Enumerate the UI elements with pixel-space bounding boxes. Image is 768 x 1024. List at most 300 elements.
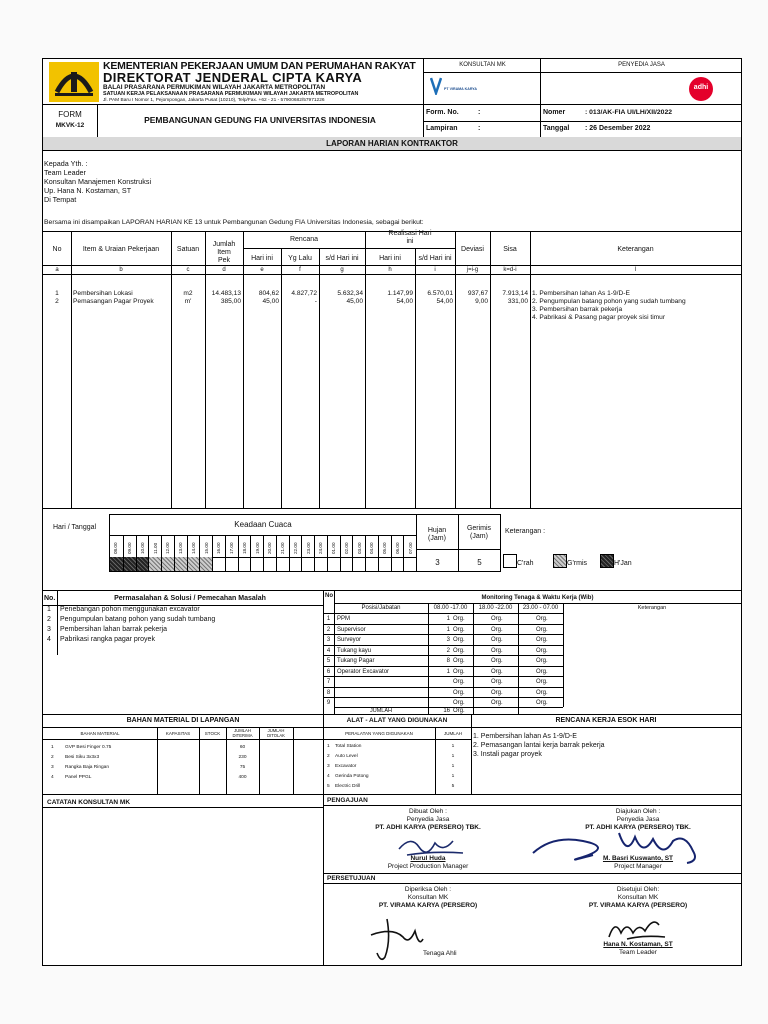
material-received: 230	[238, 755, 247, 760]
materials-table	[43, 715, 323, 795]
col-jumlah: Jumlah Item Pek	[212, 241, 236, 265]
hari-tanggal-label: Hari / Tanggal	[53, 524, 97, 531]
weather-hour-label: 11.00	[152, 542, 158, 554]
weather-hour-label: 14.00	[190, 542, 196, 554]
hujan-label: Hujan (Jam)	[427, 527, 447, 543]
manpower-no: 9	[326, 700, 331, 706]
material-no: 4	[51, 775, 54, 780]
form-row	[43, 105, 741, 138]
manpower-unit: Org.	[491, 647, 503, 654]
manpower-unit: Org.	[536, 700, 548, 706]
weather-hour-fill	[136, 557, 149, 571]
manpower-unit: Org.	[491, 658, 503, 664]
problem-row	[43, 605, 323, 615]
dibuat-name: Nurul Huda	[410, 855, 446, 862]
weather-hour-label: 18.00	[241, 542, 247, 554]
tool-qty: 1	[451, 744, 455, 749]
manpower-row	[323, 655, 563, 666]
diperiksa-role: Konsultan MK	[407, 894, 449, 901]
manpower-position: Surveyor	[337, 637, 362, 643]
materials-header: KAPASITAS	[165, 731, 191, 736]
approval-section	[43, 794, 741, 966]
manpower-unit: Org.	[453, 700, 465, 706]
manpower-count: 1	[446, 626, 450, 633]
problem-row	[43, 635, 323, 645]
problems-title: Permasalahan & Solusi / Pemecahan Masalah	[114, 595, 266, 602]
col-deviasi: Deviasi	[461, 246, 484, 253]
manpower-no: 5	[326, 658, 331, 664]
col-item: Item & Uraian Pekerjaan	[82, 246, 160, 253]
manpower-count: 1	[446, 668, 450, 675]
disetujui-role: Konsultan MK	[617, 894, 659, 901]
manpower-row	[323, 634, 563, 645]
gerimis-label: Gerimis (Jam)	[466, 525, 492, 541]
weather-hour-cell	[212, 535, 225, 557]
weather-hour-cell	[199, 535, 212, 557]
nomer-label: Nomer	[543, 109, 566, 116]
tool-name: Excavator	[335, 764, 357, 769]
materials-header: JUMLAH DITERIMA	[232, 728, 253, 738]
form-no-label: Form. No.	[426, 109, 459, 116]
manpower-count: 8	[446, 658, 450, 664]
penyedia-box	[540, 59, 742, 105]
manpower-unit: Org.	[491, 700, 503, 706]
problem-no: 4	[47, 636, 51, 643]
konsultan-label: KONSULTAN MK	[459, 62, 506, 68]
weather-hour-label: 08.00	[113, 542, 119, 554]
manpower-no-label: No	[325, 593, 333, 599]
address-line: Di Tempat	[44, 195, 77, 204]
material-name: Besi Siku 3x3x3	[65, 755, 100, 760]
weather-hour-label: 22.00	[292, 542, 298, 554]
col-letter: c	[186, 267, 190, 273]
signature-hana	[603, 913, 683, 943]
weather-hour-label: 09.00	[127, 542, 133, 554]
weather-hour-label: 20.00	[267, 542, 273, 554]
plan-list	[473, 732, 605, 759]
weather-hour-fill	[391, 557, 404, 571]
balai-name: BALAI PRASARANA PERMUKIMAN WILAYAH JAKARTA METROPOLITAN	[103, 84, 326, 91]
col-letter: f	[299, 267, 301, 273]
weather-hour-fill	[352, 557, 365, 571]
nomer-value: : 013/AK-FIA UI/LH/XII/2022	[585, 109, 672, 116]
tool-qty: 1	[451, 774, 455, 779]
persetujuan-label: PERSETUJUAN	[327, 875, 376, 882]
col-letter: d	[222, 267, 226, 273]
manpower-no: 4	[326, 647, 331, 654]
manpower-row	[323, 666, 563, 677]
weather-hour-fill	[199, 557, 212, 571]
dibuat-label: Dibuat Oleh :	[409, 808, 447, 815]
gerimis-box	[459, 514, 501, 572]
disetujui-title: Team Leader	[619, 949, 657, 956]
weather-hour-fill	[110, 557, 123, 571]
problem-row	[43, 615, 323, 625]
manpower-unit: Org.	[453, 689, 465, 696]
jumlah-label: JUMLAH	[369, 708, 392, 714]
table-row: 1 Pembersihan Lokasi m2 14.483,13 804,62 4.827,72 5.632,34 1.147,99 6.570,01 937,67 7.913,14	[55, 290, 528, 297]
posisi-label: Posisi/Jabatan	[361, 605, 401, 611]
material-no: 2	[51, 755, 54, 760]
tool-name: Gerinda Potong	[335, 774, 369, 779]
col-keterangan: Keterangan	[617, 246, 654, 253]
weather-hour-fill	[263, 557, 276, 571]
weather-hour-cell	[174, 535, 187, 557]
weather-hour-cell	[123, 535, 136, 557]
tool-no: 1	[327, 744, 330, 749]
plan-item: 2. Pemasangan lantai kerja barrak pekerja	[473, 742, 605, 749]
keterangan-item: 3. Pembersihan barrak pekerja	[532, 306, 623, 313]
penyedia-label: PENYEDIA JASA	[618, 62, 665, 68]
weather-title: Keadaan Cuaca	[234, 520, 292, 529]
tool-row	[323, 742, 471, 752]
problem-text: Penebangan pohon menggunakan excavator	[60, 606, 200, 613]
manpower-no: 3	[326, 637, 331, 643]
problem-row	[43, 625, 323, 635]
problem-no: 2	[47, 616, 51, 623]
weather-hour-fill	[403, 557, 416, 571]
material-name: Panel PPGL	[65, 775, 92, 780]
col-letter: k=d-i	[503, 267, 517, 273]
virama-logo-text: PT VIRAMA KARYA	[444, 87, 477, 91]
manpower-row	[323, 613, 563, 624]
manpower-count: 1	[446, 616, 450, 622]
diajukan-role: Penyedia Jasa	[616, 816, 660, 823]
material-row	[43, 743, 323, 753]
weather-hour-fill	[123, 557, 136, 571]
col-letter: i	[434, 267, 436, 273]
form-no-value: :	[478, 109, 481, 116]
tool-no: 2	[327, 754, 330, 759]
col-realisasi-sd: s/d Hari ini	[418, 255, 452, 262]
col-rencana-hari-ini: Hari ini	[251, 255, 273, 262]
weather-hour-fill	[161, 557, 174, 571]
plan-box	[471, 715, 741, 795]
lampiran-label: Lampiran	[426, 125, 458, 132]
ministry-address: Jl. PAM Baru I Nomor 1, Pejompongan, Jakarta Pusat (10210), Telp/Fax. +62 - 21 - 57900682/57971226	[103, 98, 325, 103]
col-sisa: Sisa	[503, 246, 517, 253]
tool-row	[323, 772, 471, 782]
shift-1: 08.00 -17.00	[433, 605, 468, 611]
address-line: Team Leader	[44, 168, 86, 177]
manpower-unit: Org.	[491, 626, 503, 633]
manpower-unit: Org.	[453, 658, 465, 664]
hujan-box	[417, 514, 459, 572]
weather-hour-cell	[238, 535, 251, 557]
col-yg-lalu: Yg Lalu	[288, 255, 312, 262]
col-letter: j=i-g	[466, 267, 479, 273]
materials-header: BAHAN MATERIAL	[80, 731, 120, 736]
project-title: PEMBANGUNAN GEDUNG FIA UNIVERSITAS INDONESIA	[144, 115, 376, 125]
tanggal-label: Tanggal	[543, 125, 570, 132]
weather-hours	[110, 535, 416, 557]
weather-hour-fill	[225, 557, 238, 571]
manpower-unit: Org.	[453, 647, 465, 654]
weather-hour-fill	[314, 557, 327, 571]
weather-hour-cell	[250, 535, 263, 557]
tool-no: 5	[327, 784, 330, 789]
weather-hour-cell	[352, 535, 365, 557]
weather-hour-label: 16.00	[216, 542, 222, 554]
manpower-unit: Org.	[491, 616, 503, 622]
manpower-no: 1	[326, 616, 331, 622]
manpower-position: Operator Excavator	[337, 668, 390, 675]
col-letter: b	[119, 267, 123, 273]
diajukan-title: Project Manager	[614, 863, 662, 870]
keterangan-item: 4. Pabrikasi & Pasang pagar proyek sisi timur	[532, 314, 666, 321]
col-realisasi: Realisasi Hari ini	[388, 230, 432, 246]
report-title: LAPORAN HARIAN KONTRAKTOR	[43, 137, 741, 151]
keterangan-item: 2. Pengumpulan batang pohon yang sudah tumbang	[532, 298, 686, 305]
manpower-unit: Org.	[491, 637, 503, 643]
address-block	[44, 159, 151, 204]
manpower-unit: Org.	[536, 637, 548, 643]
weather-hour-fill	[340, 557, 353, 571]
dibuat-company: PT. ADHI KARYA (PERSERO) TBK.	[375, 824, 481, 831]
diperiksa-block	[343, 886, 513, 910]
manpower-row	[323, 697, 563, 708]
weather-hour-label: 24.00	[318, 542, 324, 554]
tools-title: ALAT - ALAT YANG DIGUNAKAN	[346, 717, 448, 724]
manpower-position: Supervisor	[337, 626, 366, 633]
manpower-table	[323, 591, 741, 715]
manpower-unit: Org.	[536, 626, 548, 633]
weather-hour-cell	[110, 535, 123, 557]
manpower-unit: Org.	[453, 668, 465, 675]
address-line: Kepada Yth. :	[44, 159, 88, 168]
weather-hour-cell	[391, 535, 404, 557]
material-received: 400	[238, 775, 247, 780]
form-code-box	[43, 105, 98, 137]
weather-hour-fill	[327, 557, 340, 571]
problems-no-label: No.	[44, 595, 56, 602]
pu-logo	[49, 62, 99, 102]
dibuat-block	[343, 808, 513, 832]
manpower-no: 6	[326, 668, 331, 675]
material-name: Rangka Baja Ringan	[65, 765, 110, 770]
col-letter: l	[634, 267, 637, 273]
diperiksa-company: PT. VIRAMA KARYA (PERSERO)	[378, 902, 478, 909]
weather-hour-cell	[365, 535, 378, 557]
weather-hour-label: 07.00	[407, 542, 413, 554]
manpower-position: Tukang kayu	[337, 647, 372, 654]
weather-hour-fill	[378, 557, 391, 571]
material-no: 1	[51, 745, 54, 750]
problems-manpower	[43, 590, 741, 715]
manpower-unit: Org.	[536, 689, 548, 696]
manpower-no: 8	[326, 689, 331, 696]
tools-header: JUMLAH	[443, 731, 462, 736]
weather-hour-cell	[161, 535, 174, 557]
weather-hour-fill	[365, 557, 378, 571]
manpower-row	[323, 645, 563, 656]
pengajuan-label: PENGAJUAN	[327, 797, 368, 804]
diajukan-label: Diajukan Oleh :	[615, 808, 661, 815]
materials-header: JUMLAH DITOLAK	[267, 728, 285, 738]
tool-row	[323, 752, 471, 762]
manpower-position: Tukang Pagar	[337, 658, 375, 664]
weather-hour-cell	[289, 535, 302, 557]
weather-fill-row	[110, 557, 416, 571]
address-line: Up. Hana N. Kostaman, ST	[44, 186, 132, 195]
weather-hour-label: 02.00	[343, 542, 349, 554]
legend-cerah: C'rah	[517, 560, 534, 567]
manpower-unit: Org.	[491, 668, 503, 675]
legend-cerah-swatch	[503, 554, 517, 568]
shift-3: 23.00 - 07.00	[522, 605, 559, 611]
manpower-no: 7	[326, 679, 331, 685]
satuan-name: SATUAN KERJA PELAKSANAAN PRASARANA PERMUKIMAN WILAYAH JAKARTA METROPOLITAN	[103, 91, 359, 97]
manpower-row	[323, 676, 563, 687]
legend-hujan-swatch	[600, 554, 614, 568]
weather-hour-cell	[340, 535, 353, 557]
weather-hour-label: 03.00	[356, 542, 362, 554]
tool-no: 4	[327, 774, 330, 779]
weather-hour-cell	[276, 535, 289, 557]
manpower-unit: Org.	[453, 679, 465, 685]
weather-section	[43, 514, 741, 572]
problem-text: Pembersihan lahan barrak pekerja	[60, 626, 168, 633]
manpower-count: 3	[446, 637, 450, 643]
hujan-value: 3	[435, 558, 440, 567]
problem-no: 1	[47, 606, 51, 613]
material-received: 60	[239, 745, 246, 750]
problem-text: Pengumpulan batang pohon yang sudah tumbang	[60, 616, 216, 623]
manpower-unit: Org.	[491, 689, 503, 696]
col-letter: g	[340, 267, 344, 273]
weather-hour-fill	[187, 557, 200, 571]
legend-hujan: H'Jan	[614, 560, 632, 567]
weather-hour-cell	[187, 535, 200, 557]
material-row	[43, 773, 323, 783]
problems-table	[43, 591, 323, 715]
dibuat-role: Penyedia Jasa	[406, 816, 450, 823]
weather-hour-fill	[212, 557, 225, 571]
manpower-keterangan-label: Keterangan	[637, 605, 667, 611]
work-keterangan	[532, 290, 686, 322]
tool-name: Auto Level	[335, 754, 358, 759]
legend-gerimis-swatch	[553, 554, 567, 568]
manpower-title: Monitoring Tenaga & Waktu Kerja (Wib)	[481, 595, 594, 601]
lampiran-value: :	[478, 125, 481, 132]
diperiksa-title: Tenaga Ahli	[423, 950, 457, 957]
tools-table	[323, 715, 471, 795]
weather-hour-cell	[378, 535, 391, 557]
weather-hour-cell	[148, 535, 161, 557]
resources-section	[43, 714, 741, 795]
disetujui-label: Disetujui Oleh:	[616, 886, 660, 893]
disetujui-name: Hana N. Kostaman, ST	[603, 941, 673, 948]
material-row	[43, 753, 323, 763]
shift-2: 18.00 -22.00	[478, 605, 513, 611]
konsultan-box	[423, 59, 541, 105]
diperiksa-label: Diperiksa Oleh :	[404, 886, 452, 893]
form-code: MKVK-12	[55, 122, 85, 129]
directorate-name: DIREKTORAT JENDERAL CIPTA KARYA	[103, 70, 363, 85]
plan-title: RENCANA KERJA ESOK HARI	[555, 717, 657, 724]
disetujui-company: PT. VIRAMA KARYA (PERSERO)	[588, 902, 688, 909]
plan-item: 3. Instali pagar proyek	[473, 751, 542, 758]
report-page	[42, 58, 742, 966]
weather-hour-fill	[148, 557, 161, 571]
table-row: 2 Pemasangan Pagar Proyek m' 385,00 45,00 - 45,00 54,00 54,00 9,00 331,00	[55, 298, 528, 305]
gerimis-value: 5	[477, 558, 482, 567]
manpower-unit: Org.	[453, 626, 465, 633]
manpower-no: 2	[326, 626, 331, 633]
weather-hour-label: 15.00	[203, 542, 209, 554]
weather-hour-cell	[136, 535, 149, 557]
manpower-unit: Org.	[536, 647, 548, 654]
tool-name: Total Station	[335, 744, 362, 749]
address-line: Konsultan Manajemen Konstruksi	[44, 177, 152, 186]
weather-hour-cell	[301, 535, 314, 557]
keterangan-item: 1. Pembersihan lahan As 1-9/D-E	[532, 290, 630, 297]
jumlah-value: 16	[443, 708, 450, 714]
materials-title: BAHAN MATERIAL DI LAPANGAN	[126, 717, 240, 724]
virama-logo-icon	[430, 77, 442, 95]
tool-row	[323, 762, 471, 772]
tools-header: PERALATAN YANG DIGUNAKAN	[345, 731, 413, 736]
tool-name: Electric Drill	[335, 784, 361, 789]
material-name: GVP Besi Finger 0.75	[65, 745, 112, 750]
col-satuan: Satuan	[176, 246, 200, 253]
weather-hour-fill	[238, 557, 251, 571]
tool-row	[323, 782, 471, 792]
catatan-title: CATATAN KONSULTAN MK	[47, 799, 131, 806]
jumlah-unit: Org.	[453, 708, 465, 714]
tanggal-value: : 26 Desember 2022	[585, 125, 651, 132]
col-rencana-sd: s/d Hari ini	[325, 255, 359, 262]
tool-no: 3	[327, 764, 330, 769]
weather-hour-label: 10.00	[139, 542, 145, 554]
weather-hour-label: 01.00	[331, 542, 337, 554]
weather-hour-label: 12.00	[165, 542, 171, 554]
manpower-count: 2	[446, 647, 450, 654]
weather-hour-fill	[276, 557, 289, 571]
weather-hour-label: 05.00	[382, 542, 388, 554]
material-no: 3	[51, 765, 54, 770]
col-letter: e	[260, 267, 264, 273]
col-rencana: Rencana	[289, 236, 319, 243]
weather-hour-cell	[314, 535, 327, 557]
weather-hour-fill	[289, 557, 302, 571]
manpower-unit: Org.	[536, 679, 548, 685]
col-letter: a	[55, 267, 59, 273]
material-received: 75	[239, 765, 246, 770]
material-row	[43, 763, 323, 773]
col-letter: h	[388, 267, 392, 273]
problem-text: Pabrikasi rangka pagar proyek	[60, 636, 155, 643]
weather-hour-label: 23.00	[305, 542, 311, 554]
plan-item: 1. Pembersihan lahan As 1-9/D-E	[473, 733, 577, 740]
tool-qty: 1	[451, 764, 455, 769]
weather-hour-cell	[263, 535, 276, 557]
adhi-logo: adhi	[689, 77, 713, 101]
manpower-row	[323, 687, 563, 698]
materials-header: STOCK	[204, 731, 221, 736]
tool-qty: 1	[451, 754, 455, 759]
col-no: No	[52, 246, 62, 253]
weather-hour-fill	[174, 557, 187, 571]
weather-hour-label: 04.00	[369, 542, 375, 554]
intro-text: Bersama ini disampaikan LAPORAN HARIAN KE 13 untuk Pembangunan Gedung FIA Universitas Indonesia, sebagai berikut:	[44, 219, 424, 226]
weather-hour-label: 21.00	[280, 542, 286, 554]
weather-hour-label: 17.00	[229, 542, 235, 554]
weather-hour-label: 13.00	[178, 542, 184, 554]
ministry-name: KEMENTERIAN PEKERJAAN UMUM DAN PERUMAHAN RAKYAT	[103, 60, 416, 72]
dibuat-title: Project Production Manager	[387, 863, 469, 870]
weather-hour-label: 06.00	[394, 542, 400, 554]
